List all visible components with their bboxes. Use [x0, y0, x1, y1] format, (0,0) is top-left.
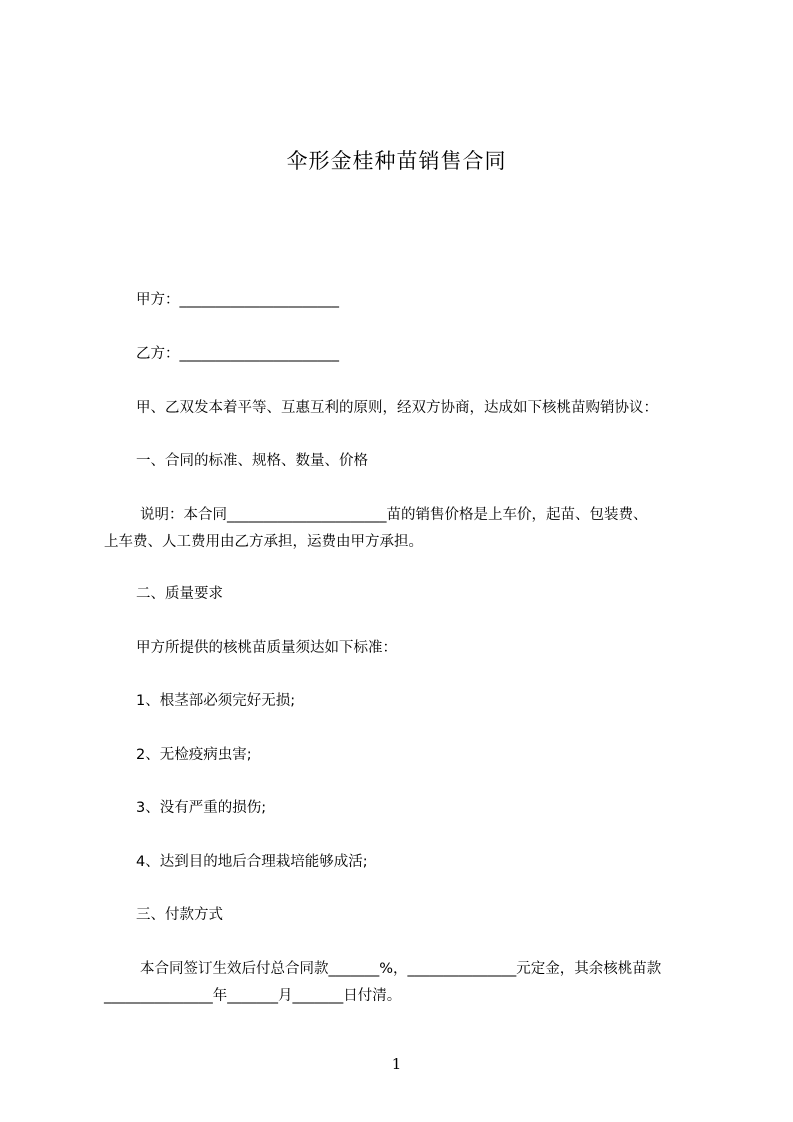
document-title: 伞形金桂种苗销售合同	[286, 149, 507, 173]
party-b-line: 乙方：______________________	[136, 346, 339, 362]
quality-item-2: 2、无检疫病虫害;	[136, 747, 252, 763]
price-note-line-2: 上车费、人工费用由乙方承担，运费由甲方承担。	[104, 534, 423, 550]
quality-intro: 甲方所提供的核桃苗质量须达如下标准：	[136, 640, 397, 656]
quality-item-3: 3、没有严重的损伤;	[136, 800, 267, 816]
payment-line-2: _______________年_______月_______日付清。	[104, 988, 402, 1004]
section-heading-2: 二、质量要求	[136, 586, 223, 602]
intro-paragraph: 甲、乙双发本着平等、互惠互利的原则，经双方协商，达成如下核桃苗购销协议：	[136, 400, 658, 416]
party-a-line: 甲方：______________________	[136, 292, 339, 308]
quality-item-4: 4、达到目的地后合理栽培能够成活;	[136, 854, 368, 870]
payment-line-1: 本合同签订生效后付总合同款_______%，_______________元定金，其余核桃苗款	[140, 961, 662, 977]
section-heading-1: 一、合同的标准、规格、数量、价格	[136, 453, 368, 469]
page-number: 1	[391, 1055, 402, 1073]
section-heading-3: 三、付款方式	[136, 907, 223, 923]
quality-item-1: 1、根茎部必须完好无损;	[136, 693, 296, 709]
price-note-line-1: 说明：本合同______________________苗的销售价格是上车价，起苗、包装费、	[140, 507, 648, 523]
